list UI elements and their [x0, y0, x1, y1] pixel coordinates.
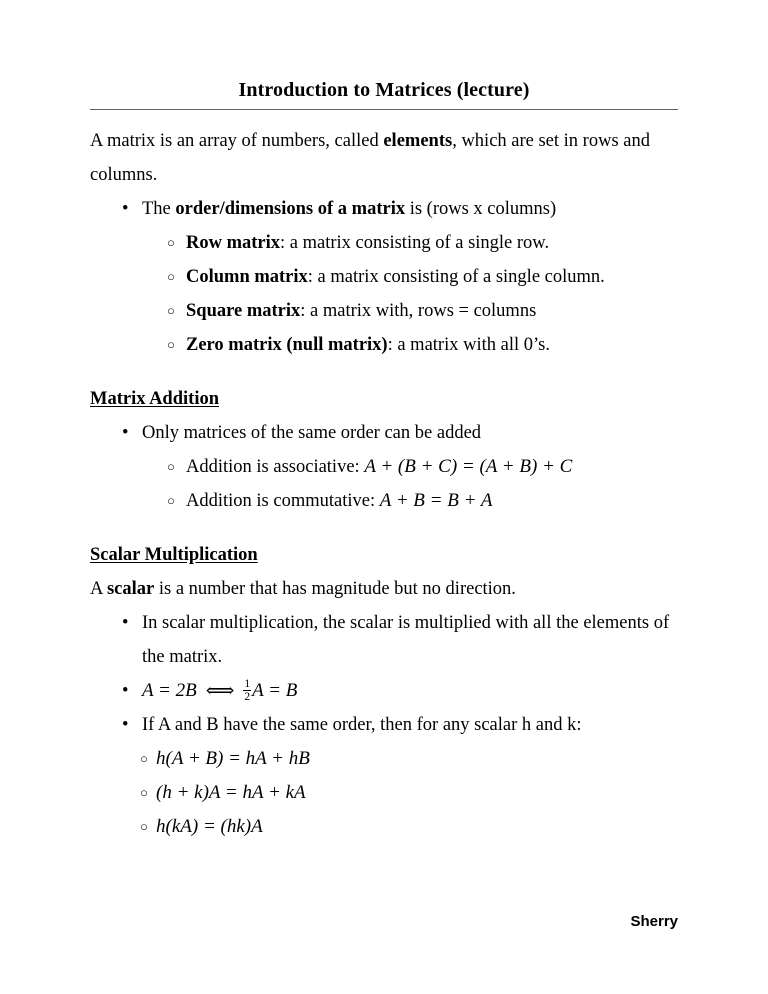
- iff-symbol-icon: ⟺: [205, 680, 235, 702]
- list-item-scalar-equivalence: [90, 674, 678, 708]
- bullet-circle-icon: ○: [140, 819, 148, 834]
- type-definition: : a matrix with, rows = columns: [300, 301, 537, 321]
- fraction-denominator: 2: [244, 691, 251, 704]
- matrix-types-list: [90, 226, 678, 362]
- list-item-zero-matrix: [90, 328, 678, 362]
- scalar-condition-text: If A and B have the same order, then for any scalar h and k:: [142, 715, 582, 735]
- section-heading-text: Matrix Addition: [90, 389, 219, 409]
- order-prefix: The: [142, 199, 176, 219]
- scalar-bold-term: scalar: [106, 579, 155, 599]
- section-heading-text: Scalar Multiplication: [90, 545, 258, 565]
- list-item-scalar-definition: [90, 606, 678, 674]
- scalar-law-equation: h(kA) = (hk)A: [156, 816, 263, 837]
- same-order-text: Only matrices of the same order can be added: [142, 423, 482, 443]
- intro-paragraph: [90, 124, 678, 192]
- bullet-dot-icon: •: [122, 613, 129, 633]
- scalar-laws-list: [90, 742, 678, 844]
- intro-text-after: , which are set in rows and columns.: [90, 131, 650, 185]
- list-item-row-matrix: [90, 226, 678, 260]
- order-suffix: is (rows x columns): [405, 199, 557, 219]
- fraction-numerator: 1: [244, 678, 251, 691]
- bullet-circle-icon: ○: [167, 269, 175, 284]
- title-divider: [90, 109, 678, 110]
- list-item-square-matrix: [90, 294, 678, 328]
- list-item-column-matrix: [90, 260, 678, 294]
- list-item-order-dimensions: [90, 192, 678, 226]
- associative-label: Addition is associative:: [186, 457, 365, 477]
- one-half-fraction: [243, 678, 251, 703]
- scalar-intro-paragraph: [90, 572, 678, 606]
- type-term: Column matrix: [186, 267, 308, 287]
- list-item-distributive-scalars: [90, 776, 678, 810]
- order-bullet-list: [90, 192, 678, 226]
- intro-text-before: A matrix is an array of numbers, called: [90, 131, 384, 151]
- list-item-distributive-matrices: [90, 742, 678, 776]
- bullet-dot-icon: •: [122, 199, 129, 219]
- intro-bold-term: elements: [383, 131, 453, 151]
- scalar-text-before: A: [90, 579, 107, 599]
- scalar-law-equation: (h + k)A = hA + kA: [156, 782, 306, 803]
- equivalence-left: A = 2B: [142, 680, 197, 701]
- type-term: Zero matrix (null matrix): [186, 335, 388, 355]
- type-definition: : a matrix consisting of a single row.: [280, 233, 550, 253]
- bullet-circle-icon: ○: [167, 303, 175, 318]
- scalar-bullet-list: [90, 606, 678, 742]
- commutative-label: Addition is commutative:: [186, 491, 380, 511]
- bullet-circle-icon: ○: [167, 459, 175, 474]
- list-item-associative-scalars: [90, 810, 678, 844]
- scalar-equivalence-equation: [142, 678, 298, 704]
- commutative-equation: A + B = B + A: [379, 490, 493, 511]
- type-term: Row matrix: [186, 233, 281, 253]
- bullet-circle-icon: ○: [167, 235, 175, 250]
- scalar-text-after: is a number that has magnitude but no direction.: [154, 579, 516, 599]
- bullet-circle-icon: ○: [140, 785, 148, 800]
- list-item-scalar-condition: [90, 708, 678, 742]
- scalar-definition-text: In scalar multiplication, the scalar is multiplied with all the elements of the matrix.: [142, 613, 670, 667]
- bullet-dot-icon: •: [122, 715, 129, 735]
- equivalence-right: A = B: [252, 680, 298, 701]
- document-body: [90, 78, 678, 844]
- section-heading-matrix-addition: [90, 382, 678, 416]
- type-definition: : a matrix with all 0’s.: [387, 335, 550, 355]
- bullet-dot-icon: •: [122, 423, 129, 443]
- matrix-addition-properties-list: [90, 450, 678, 518]
- bullet-circle-icon: ○: [167, 337, 175, 352]
- list-item-same-order: [90, 416, 678, 450]
- bullet-dot-icon: •: [122, 681, 129, 701]
- list-item-commutative: [90, 484, 678, 518]
- page-title: Introduction to Matrices (lecture): [238, 79, 530, 101]
- type-definition: : a matrix consisting of a single column.: [307, 267, 605, 287]
- type-term: Square matrix: [186, 301, 301, 321]
- bullet-circle-icon: ○: [167, 493, 175, 508]
- order-bold-term: order/dimensions of a matrix: [175, 199, 406, 219]
- scalar-law-equation: h(A + B) = hA + hB: [156, 748, 310, 769]
- section-heading-scalar-multiplication: [90, 538, 678, 572]
- footer-author: Sherry: [630, 913, 678, 930]
- bullet-circle-icon: ○: [140, 751, 148, 766]
- list-item-associative: [90, 450, 678, 484]
- associative-equation: A + (B + C) = (A + B) + C: [364, 456, 573, 477]
- matrix-addition-bullet-list: [90, 416, 678, 450]
